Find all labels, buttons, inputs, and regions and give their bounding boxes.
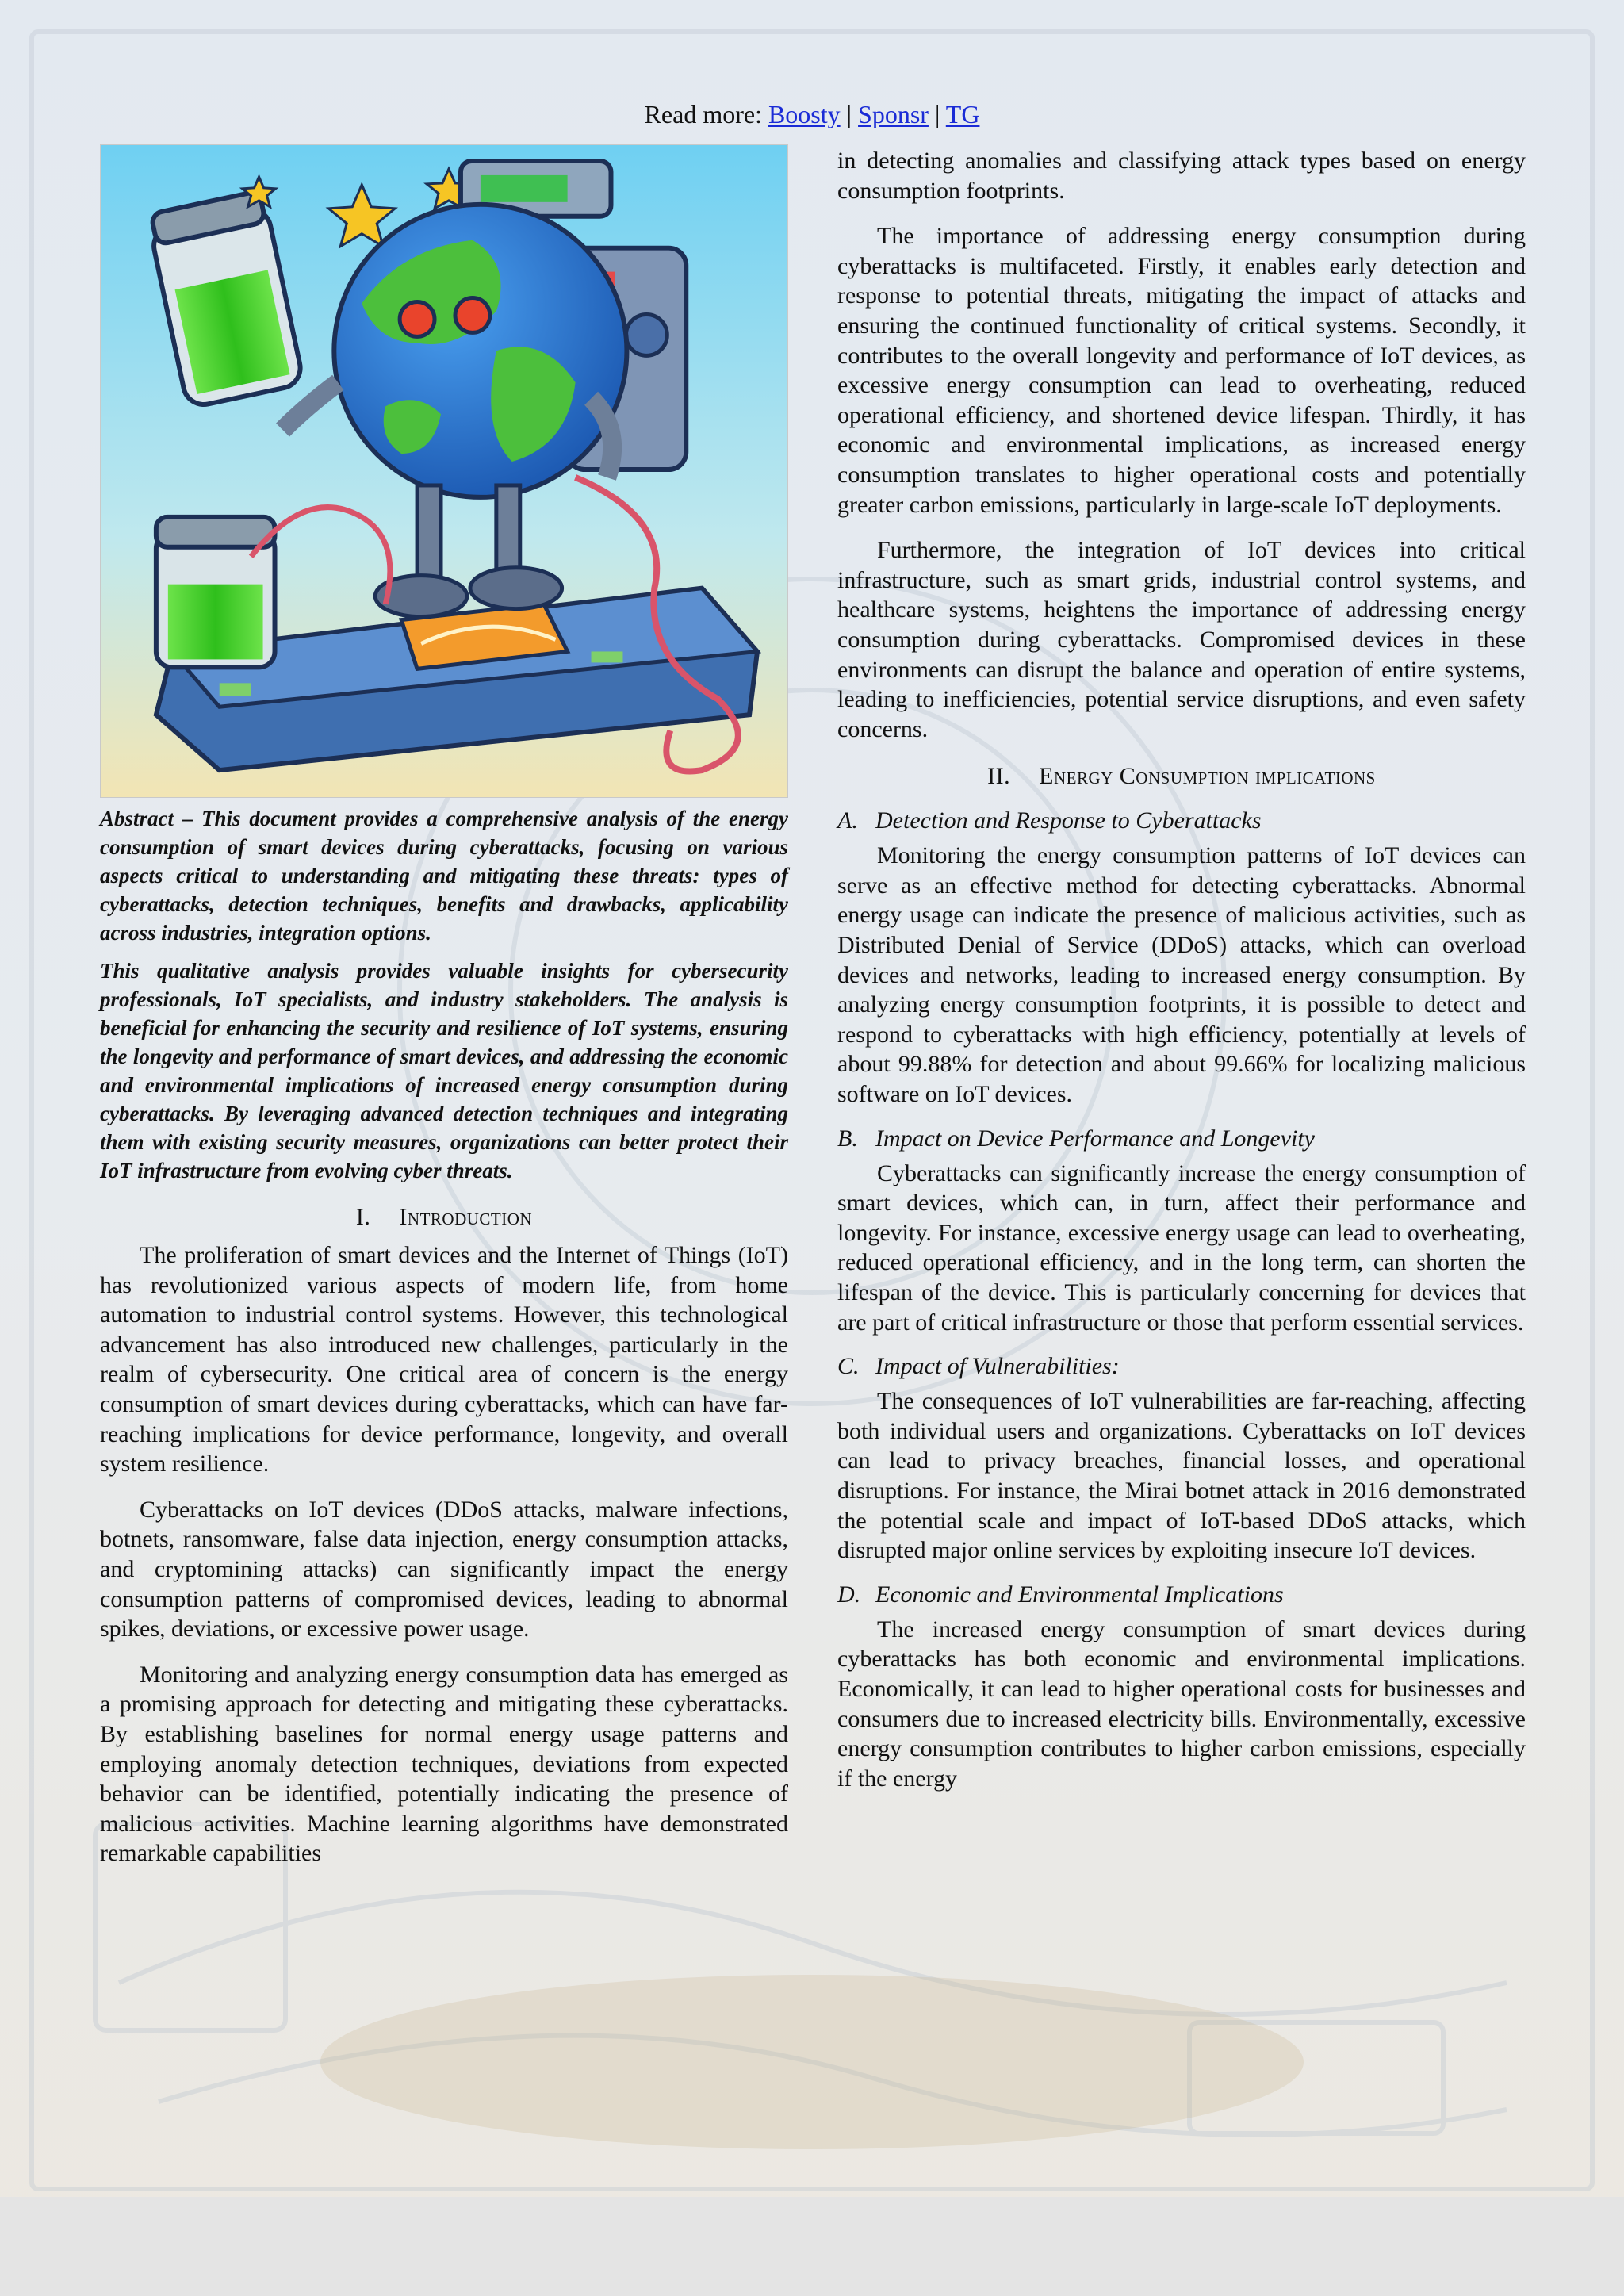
link-separator: | xyxy=(928,100,946,128)
section-number: I. xyxy=(355,1204,371,1230)
section-heading-energy-consumption xyxy=(837,761,1526,792)
body-paragraph: The increased energy consumption of smart devices during cyberattacks has both economic and environmental implications. Economically, it can lead to higher operational costs for businesses and consumers due to increased electricity bills. Environmentally, excessive energy consumption contributes to higher carbon emissions, especially if the energy xyxy=(837,1616,1526,1792)
body-paragraph: Monitoring the energy consumption patterns of IoT devices can serve as an effective method for detecting cyberattacks. Abnormal energy usage can indicate the presence of malicious activities, such as Distributed Denial of Service (DDoS) attacks, which can overload devices and networks, leading to increased energy consumption. By analyzing energy consumption footprints, it is possible to detect and respond to cyberattacks with high efficiency, potentially at levels of about 99.88% for detection and about 99.66% for localizing malicious software on IoT devices. xyxy=(837,842,1526,1108)
section-title: Introduction xyxy=(399,1204,533,1230)
subsection-letter: A. xyxy=(837,807,858,834)
section-heading-introduction xyxy=(100,1202,788,1232)
link-separator: | xyxy=(840,100,859,128)
section-number: II. xyxy=(987,763,1011,790)
subsection-letter: B. xyxy=(837,1125,858,1152)
subsection-letter: C. xyxy=(837,1353,860,1380)
hero-illustration-earth-robot-battery xyxy=(100,144,788,798)
subsection-title: Economic and Environmental Implications xyxy=(875,1581,1284,1608)
subsection-letter: D. xyxy=(837,1581,861,1608)
body-paragraph: Cyberattacks can significantly increase the energy consumption of smart devices, which can, in turn, affect their performance and longevity. For instance, excessive energy usage can lead to overheating, reduced operational efficiency, and in the long term, can shorten the lifespan of the device. This is particularly concerning for devices that are part of critical infrastructure or those that perform essential services. xyxy=(837,1159,1526,1336)
read-more-header xyxy=(0,98,1624,130)
body-paragraph: Cyberattacks on IoT devices (DDoS attacks, malware infections, botnets, ransomware, false data injection, energy consumption attacks, and cryptomining attacks) can significantly impact the energy consumption patterns of compromised devices, leading to abnormal spikes, deviations, or excessive power usage. xyxy=(100,1496,788,1642)
read-more-prefix: Read more: xyxy=(644,100,768,128)
body-paragraph: Monitoring and analyzing energy consumption data has emerged as a promising approach for detecting and mitigating these cyberattacks. By establishing baselines for normal energy usage patterns and employing anomaly detection techniques, deviations from expected behavior can be identified, potentially indicating the presence of malicious activities. Machine learning algorithms have demonstrated remarkable capabilities xyxy=(100,1661,788,1867)
abstract-paragraph: This qualitative analysis provides valuable insights for cybersecurity professionals, IoT specialists, and industry stakeholders. The analysis is beneficial for enhancing the security and resilience of IoT systems, ensuring the longevity and performance of smart devices, and addressing the economic and environmental implications of increased energy consumption during cyberattacks. By leveraging advanced detection techniques and integrating them with existing security measures, organizations can better protect their IoT infrastructure from evolving cyber threats. xyxy=(100,959,788,1182)
subsection-heading xyxy=(837,1580,1526,1610)
body-paragraph: The proliferation of smart devices and the Internet of Things (IoT) has revolutionized various aspects of modern life, from home automation to industrial control systems. However, this technological advancement has also introduced new challenges, particularly in the realm of cybersecurity. One critical area of concern is the energy consumption of smart devices during cyberattacks, which can have far-reaching implications for device performance, longevity, and overall system resilience. xyxy=(100,1242,788,1478)
section-title: Energy Consumption implications xyxy=(1039,763,1376,790)
body-paragraph: The consequences of IoT vulnerabilities are far-reaching, affecting both individual users and organizations. Cyberattacks on IoT devices can lead to privacy breaches, financial losses, and operational disruptions. For instance, the Mirai botnet attack in 2016 demonstrated the potential scale and impact of IoT-based DDoS attacks, which disrupted major online services by exploiting insecure IoT devices. xyxy=(837,1388,1526,1564)
link-sponsr[interactable]: Sponsr xyxy=(858,100,929,128)
body-paragraph: Furthermore, the integration of IoT devices into critical infrastructure, such as smart grids, industrial control systems, and healthcare systems, heightens the importance of addressing energy consumption during cyberattacks. Compromised devices in these environments can disrupt the balance and operation of entire systems, leading to inefficiencies, potential service disruptions, and even safety concerns. xyxy=(837,537,1526,742)
subsection-heading xyxy=(837,1351,1526,1382)
right-column xyxy=(837,146,1526,1793)
body-paragraph: The importance of addressing energy consumption during cyberattacks is multifaceted. Firstly, it enables early detection and response to potential threats, mitigating the impact of attacks and ensuring the continued functionality of critical systems. Secondly, it contributes to the overall longevity and performance of IoT devices, as excessive energy consumption can lead to overheating, reduced operational efficiency, and shortened device lifespan. Thirdly, it has economic and environmental implications, as increased energy consumption translates to higher operational costs and potentially greater carbon emissions, particularly in large-scale IoT deployments. xyxy=(837,223,1526,518)
subsection-heading xyxy=(837,1124,1526,1154)
subsection-title: Impact on Device Performance and Longevity xyxy=(875,1125,1315,1152)
left-column xyxy=(100,144,788,1869)
subsection-title: Detection and Response to Cyberattacks xyxy=(875,807,1262,834)
link-boosty[interactable]: Boosty xyxy=(768,100,841,128)
subsection-heading xyxy=(837,806,1526,836)
link-tg[interactable]: TG xyxy=(945,100,980,128)
abstract xyxy=(100,804,788,1185)
abstract-paragraph: Abstract – This document provides a comprehensive analysis of the energy consumption of smart devices during cyberattacks, focusing on various aspects critical to understanding and mitigating these threats: types of cyberattacks, detection techniques, benefits and drawbacks, applicability across industries, integration options. xyxy=(100,807,788,945)
subsection-title: Impact of Vulnerabilities: xyxy=(875,1353,1120,1380)
body-paragraph-continuation: in detecting anomalies and classifying attack types based on energy consumption footprints. xyxy=(837,148,1526,204)
